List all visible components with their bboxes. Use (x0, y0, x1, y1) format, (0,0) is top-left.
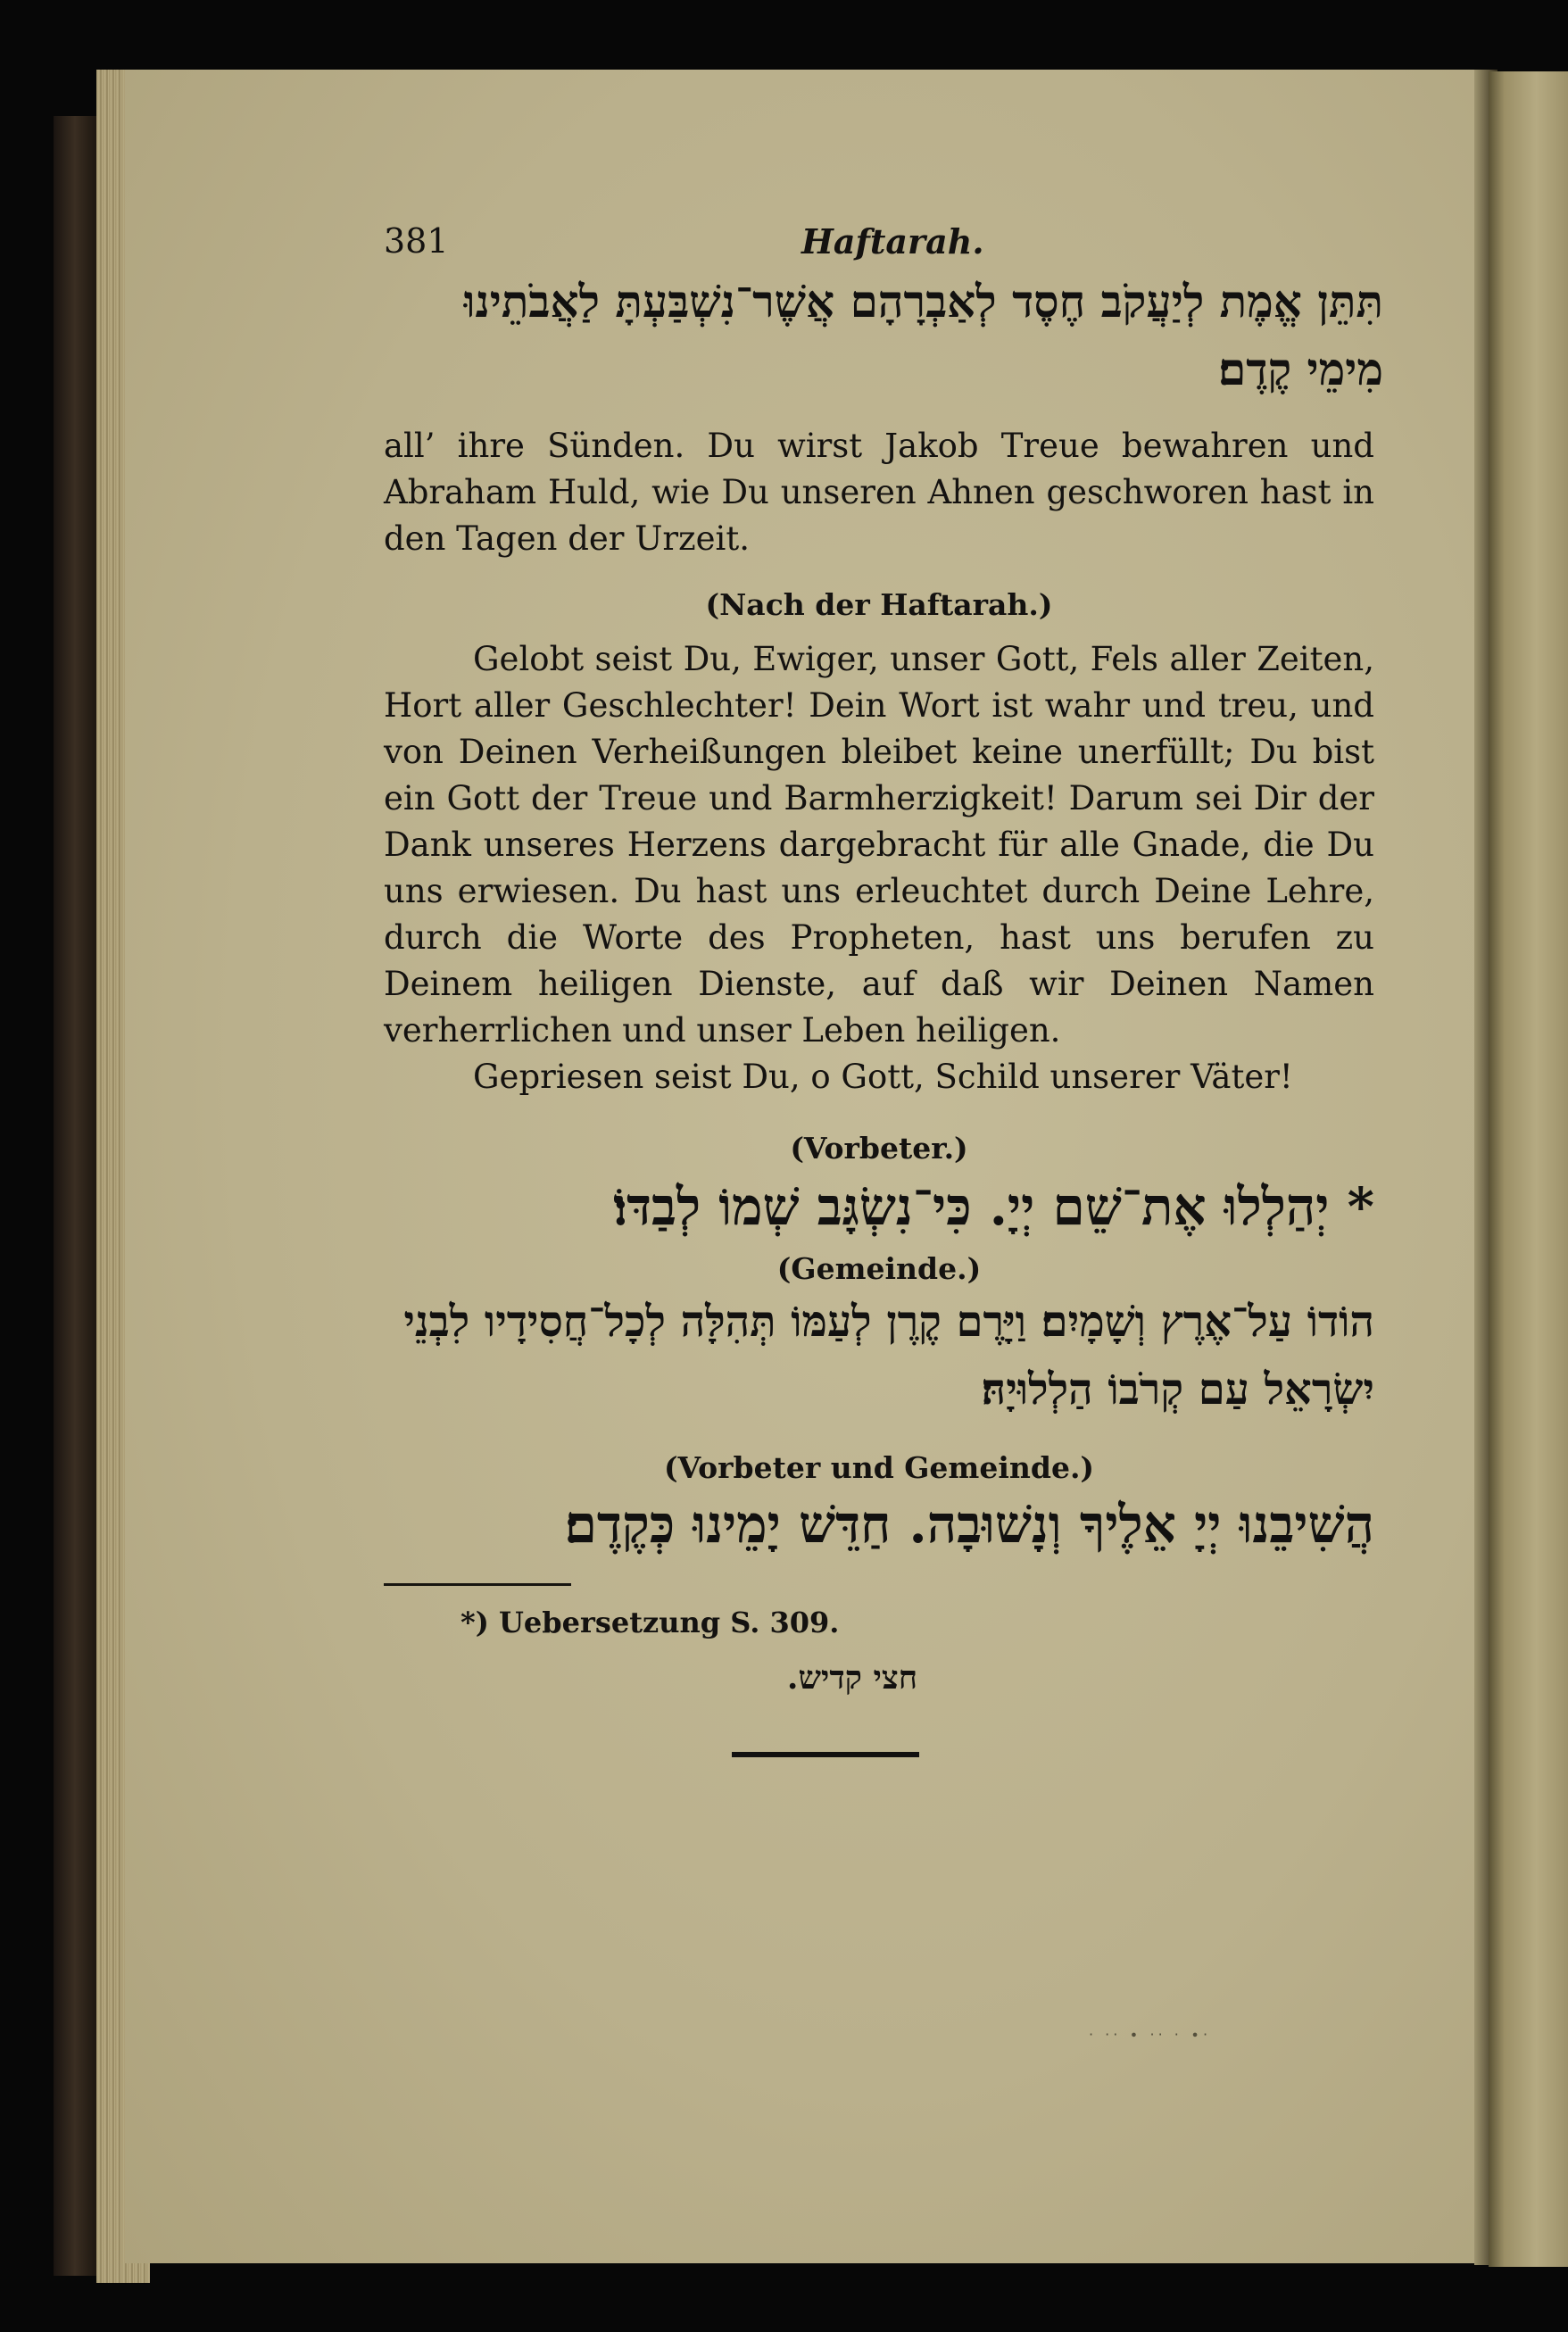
german-text-1 (384, 423, 1374, 562)
label-vorbeter-und-gemeinde: (Vorbeter und Gemeinde.) (663, 1450, 1095, 1485)
hebrew-vorbeter: * יְהַלְלוּ אֶת־שֵׁם יְיָ. כִּי־נִשְׂגָּב שְׁמוֹ לְבַדּוֹ׃ (613, 1176, 1374, 1237)
paper-specks: · ·· ∙ ·· · ∙· (1089, 2026, 1212, 2043)
german-paragraph-1: all’ ihre Sünden. Du wirst Jakob Treue bewahren und Abraham Huld, wie Du unseren Ahnen geschworen hast in den Tagen der Urzeit. (384, 427, 1374, 558)
section-end-rule (732, 1752, 919, 1757)
label-gemeinde: (Gemeinde.) (776, 1251, 982, 1286)
hebrew-gemeinde: הוֹדוֹ עַל־אֶרֶץ וְשָׁמָיִם׃ וַיָּרֶם קֶרֶן לְעַמּוֹ תְּהִלָּה לְכָל־חֲסִידָיו לִבְנֵי יִשְׂרָאֵל עַם קְרֹבוֹ הַלְלוּיָהּ׃ (403, 1297, 1374, 1415)
label-nach-der-haftarah: (Nach der Haftarah.) (705, 587, 1053, 622)
german-paragraph-2: Gelobt seist Du, Ewiger, unser Gott, Fels aller Zeiten, Hort aller Geschlechter! Dein Wort ist wahr und treu, und von Deinen Verheißungen bleibet keine unerfüllt; Du bist ein Gott der Treue und Barmherzigkeit! Darum sei Dir der Dank unseres Herzens dargebracht für alle Gnade, die Du uns erwiesen. Du hast uns erleuchtet durch Deine Lehre, durch die Worte des Propheten, hast uns berufen zu Deinem heiligen Dienste, auf daß wir Deinen Namen verherrlichen und unser Leben heiligen. (384, 640, 1374, 1050)
footnote: *) Uebersetzung S. 309. (460, 1606, 840, 1639)
facing-page-edge (1489, 71, 1568, 2267)
hebrew-both: הֲשִׁיבֵנוּ יְיָ אֵלֶיךָ וְנָשׁוּבָה. חַדֵּשׁ יָמֵינוּ כְּקֶדֶם׃ (564, 1494, 1374, 1555)
binding-spine (54, 116, 96, 2276)
page-content (384, 214, 1383, 1757)
page-header (384, 214, 1374, 268)
kaddish-title: חצי קדיש. (786, 1659, 918, 1697)
german-paragraph-3: Gepriesen seist Du, o Gott, Schild unserer Väter! (473, 1058, 1293, 1096)
label-vorbeter: (Vorbeter.) (790, 1131, 968, 1166)
hebrew-verse-top: תִּתֵּן אֱמֶת לְיַעֲקֹב חֶסֶד לְאַבְרָהָם אֲשֶׁר־נִשְׁבַּעְתָּ לַאֲבֹתֵינוּ מִימֵי קֶדֶם׃ (463, 275, 1383, 395)
german-text-2 (384, 636, 1374, 1100)
page-number: 381 (384, 221, 449, 261)
running-title: Haftarah. (801, 221, 984, 261)
footnote-rule (384, 1583, 571, 1586)
